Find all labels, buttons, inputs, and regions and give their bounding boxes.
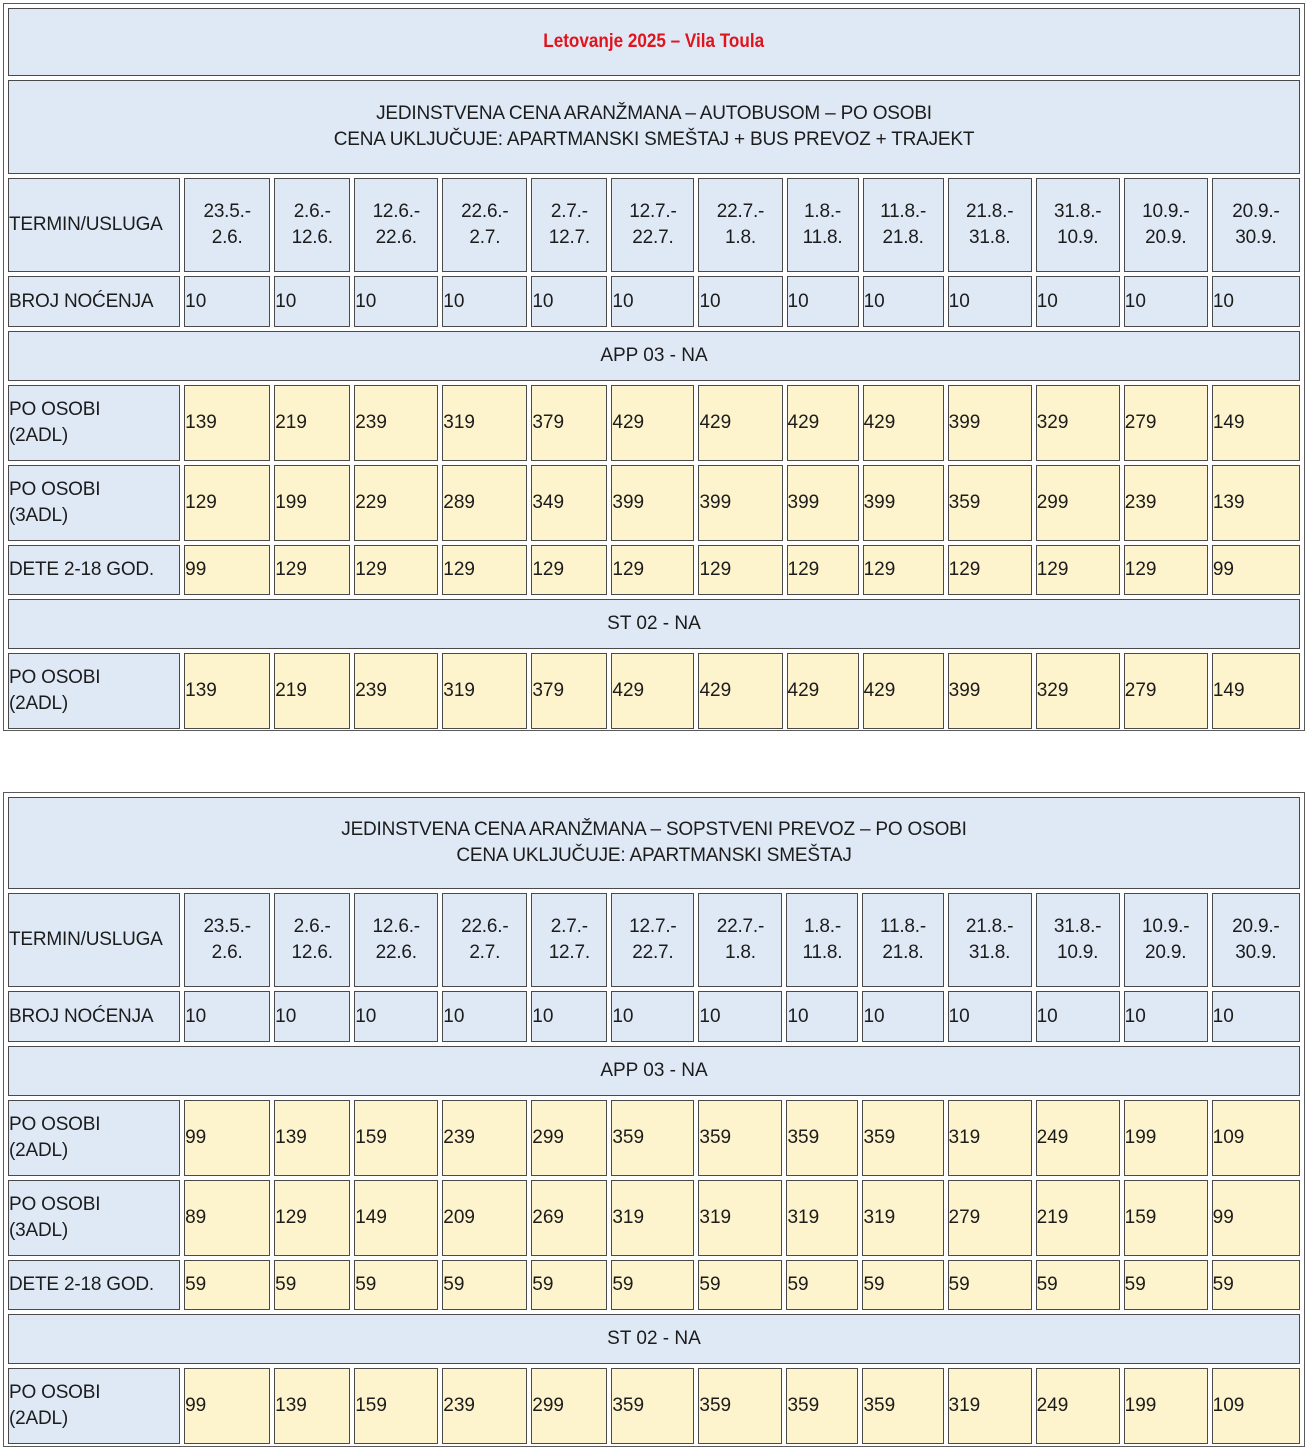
nights-cell: 10	[1124, 276, 1208, 327]
price-cell: 359	[698, 1368, 782, 1444]
price-cell: 59	[1212, 1260, 1300, 1310]
price-cell: 379	[531, 385, 607, 461]
row-label: PO OSOBI (2ADL)	[8, 653, 180, 729]
period-cell: 11.8.- 21.8.	[862, 893, 943, 987]
price-cell: 359	[786, 1100, 858, 1176]
period-cell: 10.9.- 20.9.	[1124, 178, 1208, 272]
price-cell: 59	[1036, 1260, 1120, 1310]
price-cell: 219	[274, 653, 350, 729]
table-header-row	[8, 797, 1300, 889]
period-cell: 21.8.- 31.8.	[948, 178, 1032, 272]
nights-cell: 10	[698, 276, 782, 327]
price-cell: 299	[1036, 465, 1120, 541]
price-cell: 129	[442, 545, 527, 595]
price-cell: 129	[1036, 545, 1120, 595]
nights-cell: 10	[274, 991, 350, 1042]
price-cell: 319	[786, 1180, 858, 1256]
price-cell: 129	[354, 545, 438, 595]
price-cell: 429	[787, 653, 859, 729]
nights-cell: 10	[862, 991, 943, 1042]
price-cell: 299	[531, 1368, 607, 1444]
price-cell: 329	[1036, 385, 1120, 461]
price-table-own-transport	[3, 792, 1305, 1447]
price-cell: 59	[531, 1260, 607, 1310]
price-cell: 59	[948, 1260, 1032, 1310]
section-title: APP 03 - NA	[8, 1046, 1300, 1096]
price-cell: 249	[1036, 1368, 1120, 1444]
price-cell: 319	[948, 1368, 1032, 1444]
title-cell	[8, 8, 1300, 76]
price-cell: 319	[442, 385, 527, 461]
period-row	[8, 178, 1300, 272]
price-cell: 159	[354, 1368, 438, 1444]
price-cell: 149	[354, 1180, 438, 1256]
price-cell: 399	[948, 385, 1032, 461]
price-cell: 239	[442, 1100, 527, 1176]
price-cell: 129	[274, 545, 350, 595]
nights-row	[8, 991, 1300, 1042]
price-cell: 139	[184, 653, 270, 729]
price-cell: 239	[1124, 465, 1208, 541]
price-cell: 279	[1124, 653, 1208, 729]
price-row	[8, 385, 1300, 461]
nights-cell: 10	[1212, 276, 1300, 327]
price-cell: 219	[1036, 1180, 1120, 1256]
nights-cell: 10	[863, 276, 944, 327]
period-cell: 12.6.- 22.6.	[354, 178, 438, 272]
price-cell: 129	[611, 545, 694, 595]
header-line-1: JEDINSTVENA CENA ARANŽMANA – AUTOBUSOM – PO OSOBI	[376, 103, 932, 124]
price-cell: 129	[863, 545, 944, 595]
row-label: PO OSOBI (2ADL)	[8, 1100, 180, 1176]
nights-cell: 10	[274, 276, 350, 327]
price-cell: 109	[1212, 1368, 1300, 1444]
nights-cell: 10	[611, 991, 694, 1042]
page-title: Letovanje 2025 – Vila Toula	[543, 31, 765, 52]
price-cell: 159	[1124, 1180, 1208, 1256]
price-cell: 359	[862, 1368, 943, 1444]
price-cell: 59	[184, 1260, 270, 1310]
price-row	[8, 1100, 1300, 1176]
row-label: PO OSOBI (3ADL)	[8, 465, 180, 541]
price-cell: 59	[611, 1260, 694, 1310]
price-cell: 429	[863, 653, 944, 729]
section-title: ST 02 - NA	[8, 599, 1300, 649]
price-cell: 319	[948, 1100, 1032, 1176]
nights-cell: 10	[948, 991, 1032, 1042]
nights-cell: 10	[948, 276, 1032, 327]
price-cell: 359	[611, 1100, 694, 1176]
header-line-2: CENA UKLJUČUJE: APARTMANSKI SMEŠTAJ	[456, 845, 852, 866]
price-cell: 289	[442, 465, 527, 541]
section-row	[8, 331, 1300, 381]
row-label: DETE 2-18 GOD.	[8, 1260, 180, 1310]
price-cell: 59	[1124, 1260, 1208, 1310]
price-cell: 269	[531, 1180, 607, 1256]
price-row	[8, 653, 1300, 729]
header-line-1: JEDINSTVENA CENA ARANŽMANA – SOPSTVENI PREVOZ – PO OSOBI	[341, 819, 967, 840]
period-cell: 12.7.- 22.7.	[611, 178, 694, 272]
price-cell: 279	[1124, 385, 1208, 461]
price-cell: 159	[354, 1100, 438, 1176]
period-cell: 2.7.- 12.7.	[531, 178, 607, 272]
table-header	[8, 80, 1300, 174]
price-cell: 129	[698, 545, 782, 595]
price-cell: 59	[274, 1260, 350, 1310]
nights-cell: 10	[1212, 991, 1300, 1042]
price-table-bus	[3, 3, 1305, 731]
price-cell: 89	[184, 1180, 270, 1256]
price-row	[8, 465, 1300, 541]
row-label: PO OSOBI (3ADL)	[8, 1180, 180, 1256]
price-cell: 129	[787, 545, 859, 595]
price-cell: 379	[531, 653, 607, 729]
price-cell: 429	[863, 385, 944, 461]
termin-label: TERMIN/USLUGA	[8, 893, 180, 987]
price-cell: 59	[698, 1260, 782, 1310]
price-row	[8, 1368, 1300, 1444]
price-cell: 99	[1212, 545, 1300, 595]
termin-label: TERMIN/USLUGA	[8, 178, 180, 272]
section-row	[8, 1046, 1300, 1096]
period-cell: 31.8.- 10.9.	[1036, 178, 1120, 272]
period-cell: 2.7.- 12.7.	[531, 893, 607, 987]
price-row	[8, 1180, 1300, 1256]
price-cell: 429	[787, 385, 859, 461]
period-cell: 2.6.- 12.6.	[274, 178, 350, 272]
period-cell: 12.7.- 22.7.	[611, 893, 694, 987]
nights-cell: 10	[531, 276, 607, 327]
price-table	[4, 4, 1304, 733]
price-cell: 429	[611, 385, 694, 461]
price-table	[4, 793, 1304, 1448]
table-header	[8, 797, 1300, 889]
nights-cell: 10	[184, 991, 270, 1042]
period-cell: 10.9.- 20.9.	[1124, 893, 1208, 987]
title-row	[8, 8, 1300, 76]
period-cell: 22.7.- 1.8.	[698, 178, 782, 272]
price-cell: 429	[698, 385, 782, 461]
period-cell: 11.8.- 21.8.	[863, 178, 944, 272]
period-cell: 22.7.- 1.8.	[698, 893, 782, 987]
price-cell: 399	[611, 465, 694, 541]
price-cell: 319	[611, 1180, 694, 1256]
price-cell: 399	[863, 465, 944, 541]
price-cell: 219	[274, 385, 350, 461]
price-cell: 359	[611, 1368, 694, 1444]
price-cell: 359	[698, 1100, 782, 1176]
section-title: ST 02 - NA	[8, 1314, 1300, 1364]
period-cell: 22.6.- 2.7.	[442, 178, 527, 272]
nights-label: BROJ NOĆENJA	[8, 991, 180, 1042]
nights-cell: 10	[787, 276, 859, 327]
price-cell: 199	[1124, 1100, 1208, 1176]
price-cell: 129	[1124, 545, 1208, 595]
nights-cell: 10	[1036, 991, 1120, 1042]
price-cell: 109	[1212, 1100, 1300, 1176]
nights-cell: 10	[442, 991, 527, 1042]
price-cell: 99	[184, 1368, 270, 1444]
price-cell: 199	[274, 465, 350, 541]
nights-cell: 10	[354, 991, 438, 1042]
table-header-row	[8, 80, 1300, 174]
period-cell: 22.6.- 2.7.	[442, 893, 527, 987]
price-cell: 239	[354, 385, 438, 461]
price-cell: 59	[354, 1260, 438, 1310]
price-cell: 429	[611, 653, 694, 729]
price-cell: 399	[698, 465, 782, 541]
period-cell: 1.8.- 11.8.	[787, 178, 859, 272]
period-cell: 31.8.- 10.9.	[1036, 893, 1120, 987]
price-cell: 139	[1212, 465, 1300, 541]
price-cell: 99	[1212, 1180, 1300, 1256]
period-cell: 20.9.- 30.9.	[1212, 893, 1300, 987]
nights-cell: 10	[442, 276, 527, 327]
price-cell: 129	[184, 465, 270, 541]
section-row	[8, 1314, 1300, 1364]
price-cell: 359	[862, 1100, 943, 1176]
period-cell: 20.9.- 30.9.	[1212, 178, 1300, 272]
nights-cell: 10	[611, 276, 694, 327]
row-label: DETE 2-18 GOD.	[8, 545, 180, 595]
price-cell: 319	[698, 1180, 782, 1256]
price-cell: 129	[274, 1180, 350, 1256]
nights-cell: 10	[786, 991, 858, 1042]
section-row	[8, 599, 1300, 649]
price-cell: 229	[354, 465, 438, 541]
price-cell: 209	[442, 1180, 527, 1256]
price-cell: 99	[184, 545, 270, 595]
price-cell: 199	[1124, 1368, 1208, 1444]
price-cell: 239	[442, 1368, 527, 1444]
price-cell: 139	[184, 385, 270, 461]
price-cell: 139	[274, 1100, 350, 1176]
price-row	[8, 1260, 1300, 1310]
price-cell: 239	[354, 653, 438, 729]
period-cell: 2.6.- 12.6.	[274, 893, 350, 987]
period-cell: 1.8.- 11.8.	[786, 893, 858, 987]
nights-cell: 10	[531, 991, 607, 1042]
nights-cell: 10	[354, 276, 438, 327]
period-cell: 21.8.- 31.8.	[948, 893, 1032, 987]
price-cell: 319	[442, 653, 527, 729]
price-cell: 59	[862, 1260, 943, 1310]
price-cell: 359	[948, 465, 1032, 541]
price-cell: 329	[1036, 653, 1120, 729]
price-cell: 319	[862, 1180, 943, 1256]
period-cell: 12.6.- 22.6.	[354, 893, 438, 987]
period-row	[8, 893, 1300, 987]
nights-row	[8, 276, 1300, 327]
nights-cell: 10	[1124, 991, 1208, 1042]
nights-cell: 10	[184, 276, 270, 327]
price-cell: 149	[1212, 385, 1300, 461]
row-label: PO OSOBI (2ADL)	[8, 385, 180, 461]
price-cell: 299	[531, 1100, 607, 1176]
price-cell: 249	[1036, 1100, 1120, 1176]
price-cell: 359	[786, 1368, 858, 1444]
price-cell: 129	[948, 545, 1032, 595]
price-cell: 399	[787, 465, 859, 541]
price-cell: 59	[442, 1260, 527, 1310]
price-cell: 129	[531, 545, 607, 595]
nights-cell: 10	[698, 991, 782, 1042]
price-cell: 99	[184, 1100, 270, 1176]
section-title: APP 03 - NA	[8, 331, 1300, 381]
price-cell: 349	[531, 465, 607, 541]
price-cell: 429	[698, 653, 782, 729]
period-cell: 23.5.- 2.6.	[184, 893, 270, 987]
price-cell: 59	[786, 1260, 858, 1310]
price-cell: 139	[274, 1368, 350, 1444]
nights-label: BROJ NOĆENJA	[8, 276, 180, 327]
price-cell: 399	[948, 653, 1032, 729]
nights-cell: 10	[1036, 276, 1120, 327]
price-row	[8, 545, 1300, 595]
period-cell: 23.5.- 2.6.	[184, 178, 270, 272]
row-label: PO OSOBI (2ADL)	[8, 1368, 180, 1444]
price-cell: 279	[948, 1180, 1032, 1256]
header-line-2: CENA UKLJUČUJE: APARTMANSKI SMEŠTAJ + BUS PREVOZ + TRAJEKT	[333, 129, 975, 150]
price-cell: 149	[1212, 653, 1300, 729]
